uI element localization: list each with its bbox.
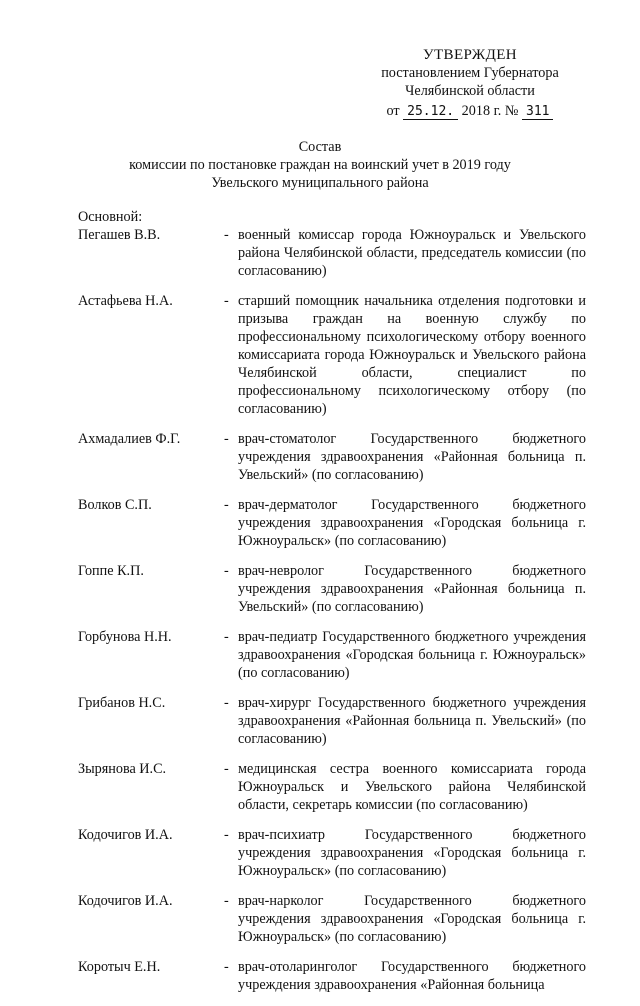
member-row xyxy=(78,892,586,946)
member-row xyxy=(78,430,586,484)
member-row xyxy=(78,694,586,748)
member-role: врач-невролог Государственного бюджетного учреждения здравоохранения «Районная больница п. Увельский» (по согласованию) xyxy=(238,563,586,615)
member-row xyxy=(78,496,586,550)
dash-separator: - xyxy=(224,431,229,447)
member-role: врач-стоматолог Государственного бюджетного учреждения здравоохранения «Районная больница п. Увельский» (по согласованию) xyxy=(238,431,586,483)
dash-separator: - xyxy=(224,827,229,843)
member-name: Горбунова Н.Н. xyxy=(78,629,172,645)
section-label: Основной: xyxy=(78,209,143,225)
member-name: Гоппе К.П. xyxy=(78,563,144,579)
member-role: врач-нарколог Государственного бюджетного учреждения здравоохранения «Городская больница г. Южноуральск» (по согласованию) xyxy=(238,893,586,945)
dash-separator: - xyxy=(224,959,229,975)
dash-separator: - xyxy=(224,695,229,711)
approval-block xyxy=(330,46,610,121)
member-name: Волков С.П. xyxy=(78,497,152,513)
member-name: Коротыч Е.Н. xyxy=(78,959,161,975)
heading-line-3: Увельского муниципального района xyxy=(211,175,429,191)
member-role: старший помощник начальника отделения подготовки и призыва граждан на военную службу по профессиональному психологическому отбору военного комиссариата города Южноуральск и Увельского района Челябинской области, специалист по профессиональному психологическому отбору (по согласованию) xyxy=(238,293,586,417)
member-row xyxy=(78,628,586,682)
dash-separator: - xyxy=(224,893,229,909)
dash-separator: - xyxy=(224,497,229,513)
document-heading xyxy=(0,138,640,192)
member-list xyxy=(78,226,586,1006)
member-role: врач-психиатр Государственного бюджетного учреждения здравоохранения «Городская больница г. Южноуральск» (по согласованию) xyxy=(238,827,586,879)
heading-line-1: Состав xyxy=(298,139,342,155)
member-row xyxy=(78,292,586,418)
member-role: врач-хирург Государственного бюджетного учреждения здравоохранения «Районная больница п. Увельский» (по согласованию) xyxy=(238,695,586,747)
heading-line-2: комиссии по постановке граждан на воинский учет в 2019 году xyxy=(129,157,511,173)
member-row xyxy=(78,562,586,616)
dash-separator: - xyxy=(224,629,229,645)
member-name: Грибанов Н.С. xyxy=(78,695,166,711)
member-name: Кодочигов И.А. xyxy=(78,827,173,843)
member-row xyxy=(78,226,586,280)
approval-date-line xyxy=(330,102,610,121)
member-role: медицинская сестра военного комиссариата города Южноуральск и Увельского района Челябинской области, секретарь комиссии (по согласованию) xyxy=(238,761,586,813)
dash-separator: - xyxy=(224,227,229,243)
member-name: Пегашев В.В. xyxy=(78,227,161,243)
member-row xyxy=(78,958,586,994)
date-prefix: от xyxy=(386,103,400,119)
approval-line-1: постановлением Губернатора xyxy=(381,65,559,81)
member-role: врач-дерматолог Государственного бюджетного учреждения здравоохранения «Городская больница г. Южноуральск» (по согласованию) xyxy=(238,497,586,549)
date-year: 2018 г. № xyxy=(461,103,519,119)
member-row xyxy=(78,826,586,880)
member-role: военный комиссар города Южноуральск и Увельского района Челябинской области, председатель комиссии (по согласованию) xyxy=(238,227,586,279)
member-name: Астафьева Н.А. xyxy=(78,293,173,309)
dash-separator: - xyxy=(224,293,229,309)
member-role: врач-отоларинголог Государственного бюджетного учреждения здравоохранения «Районная больница xyxy=(238,959,586,993)
approval-line-2: Челябинской области xyxy=(405,83,535,99)
handwritten-number: 311 xyxy=(522,104,553,120)
dash-separator: - xyxy=(224,563,229,579)
member-name: Зырянова И.С. xyxy=(78,761,167,777)
member-row xyxy=(78,760,586,814)
member-name: Ахмадалиев Ф.Г. xyxy=(78,431,181,447)
member-name: Кодочигов И.А. xyxy=(78,893,173,909)
handwritten-date: 25.12. xyxy=(403,104,458,120)
member-role: врач-педиатр Государственного бюджетного учреждения здравоохранения «Городская больница г. Южноуральск» (по согласованию) xyxy=(238,629,586,681)
dash-separator: - xyxy=(224,761,229,777)
approval-title: УТВЕРЖДЕН xyxy=(422,47,518,63)
